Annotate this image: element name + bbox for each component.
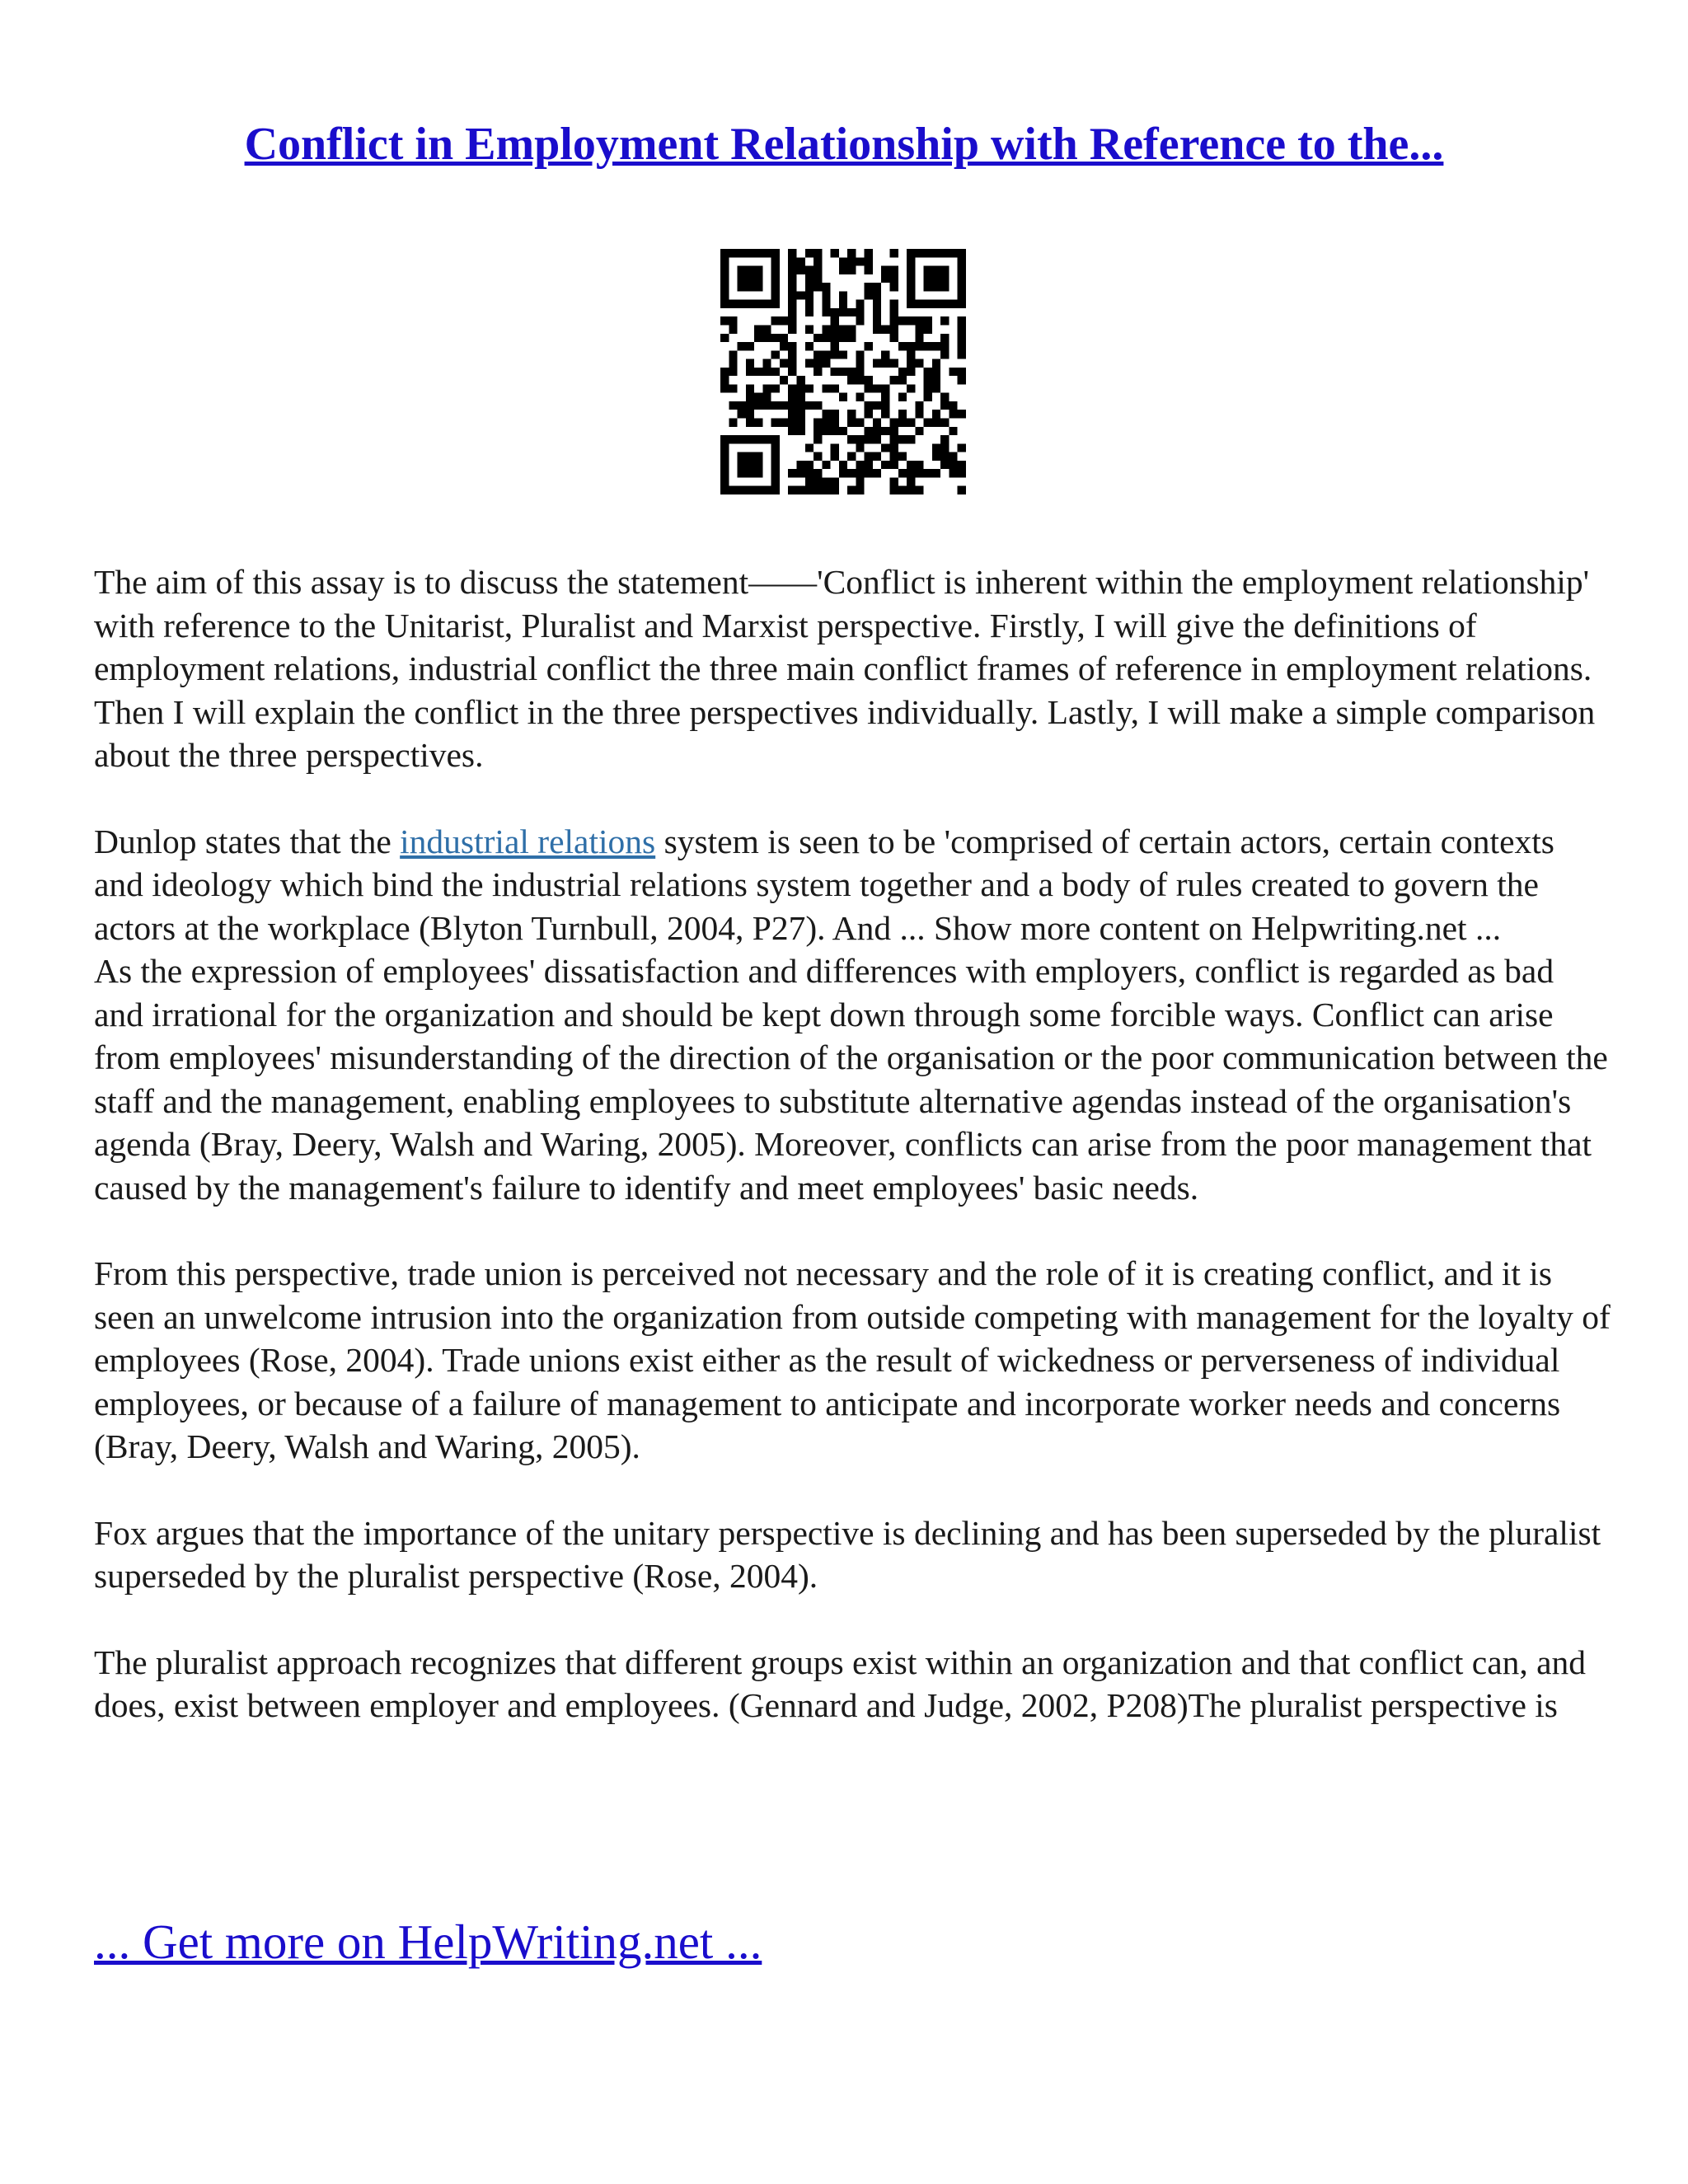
paragraph-intro: The aim of this assay is to discuss the statement——'Conflict is inherent within the employment relationship' with reference to the Unitarist, Pluralist and Marxist perspective. Firstly, I will give the definitions of employment relations, industrial conflict the three main conflict frames of reference in employment relations. Then I will explain the conflict in the three perspectives individually. Lastly, I will make a simple comparison about the three perspectives. <box>94 563 1596 774</box>
title-link[interactable]: Conflict in Employment Relationship with Reference to the... <box>244 119 1444 170</box>
page-title <box>0 115 1688 173</box>
article-body <box>94 560 1611 1770</box>
paragraph-dunlop-start: Dunlop states that the <box>94 822 401 860</box>
footer-more <box>94 1912 762 1971</box>
paragraph-dunlop <box>94 820 1611 950</box>
paragraph-trade-union: From this perspective, trade union is perceived not necessary and the role of it is creating conflict, and it is seen an unwelcome intrusion into the organization from outside competing with management for the loyalty of employees (Rose, 2004). Trade unions exist either as the result of wickedness or perverseness of individual employees, or because of a failure of management to anticipate and incorporate worker needs and concerns (Bray, Deery, Walsh and Waring, 2005). <box>94 1254 1611 1465</box>
get-more-link[interactable]: ... Get more on HelpWriting.net ... <box>94 1915 762 1969</box>
paragraph-fox: Fox argues that the importance of the unitary perspective is declining and has been superseded by the pluralist superseded by the pluralist perspective (Rose, 2004). <box>94 1513 1601 1595</box>
qr-code-image <box>720 249 966 494</box>
paragraph-unitarist: As the expression of employees' dissatisfaction and differences with employers, conflict is regarded as bad and irrational for the organization and should be kept down through some forcible ways. Conflict can arise from employees' misunderstanding of the direction of the organisation or the poor communication between the staff and the management, enabling employees to substitute alternative agendas instead of the organisation's agenda (Bray, Deery, Walsh and Waring, 2005). Moreover, conflicts can arise from the poor management that caused by the management's failure to identify and meet employees' basic needs. <box>94 952 1608 1207</box>
industrial-relations-link[interactable]: industrial relations <box>400 822 656 860</box>
paragraph-dunlop-end: system is seen to be 'comprised of certain actors, certain contexts and ideology which bind the industrial relations system together and a body of rules created to govern the actors at the workplace (Blyton Turnbull, 2004, P27). And ... Show more content on Helpwriting.net ... <box>94 822 1554 947</box>
paragraph-pluralist: The pluralist approach recognizes that different groups exist within an organization and that conflict can, and does, exist between employer and employees. (Gennard and Judge, 2002, P208)The pluralist perspective is <box>94 1643 1587 1724</box>
